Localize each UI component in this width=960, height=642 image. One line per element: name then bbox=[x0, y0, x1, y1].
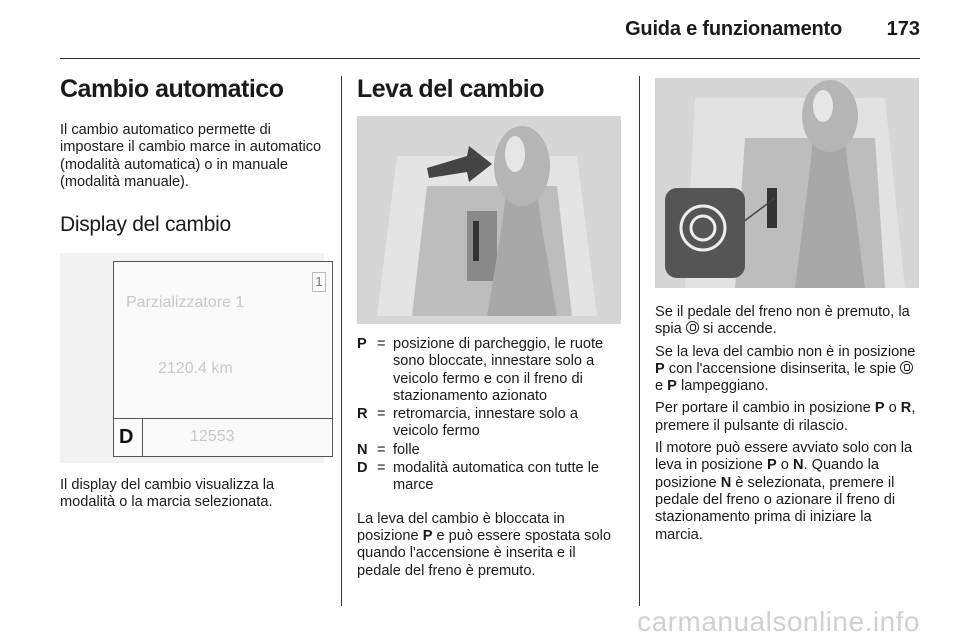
section-heading-lever: Leva del cambio bbox=[357, 75, 545, 103]
warning-paragraph-1 bbox=[655, 304, 921, 339]
gear-display bbox=[113, 261, 333, 457]
definition-value: modalità automatica con tutte le marce bbox=[393, 460, 600, 494]
text-span: La leva del cambio è bloccata in posizione bbox=[357, 510, 565, 544]
column-1 bbox=[60, 70, 326, 512]
gear-letter: P bbox=[422, 527, 433, 544]
display-odometer: 12553 bbox=[190, 428, 235, 446]
column-3 bbox=[655, 70, 921, 544]
display-vertical-separator bbox=[142, 419, 143, 456]
text-span: lampeggiano. bbox=[676, 378, 769, 395]
subsection-heading: Display del cambio bbox=[60, 213, 231, 237]
definition-key: R bbox=[357, 406, 368, 423]
header-rule bbox=[60, 58, 920, 59]
text-span: e può essere spostata solo quando l'accensione è inserita e il pedale del freno è premuto. bbox=[357, 527, 611, 579]
definition-row bbox=[357, 336, 623, 405]
definition-eq: = bbox=[377, 336, 386, 352]
brake-pedal-warning-icon bbox=[900, 361, 913, 374]
gear-lever-illustration bbox=[357, 116, 621, 324]
display-distance: 2120.4 km bbox=[158, 360, 233, 378]
gear-letter: N bbox=[792, 457, 804, 474]
column-divider-right bbox=[639, 76, 640, 606]
release-paragraph bbox=[655, 400, 921, 435]
warning-paragraph-2 bbox=[655, 344, 921, 396]
text-span: Se la leva del cambio non è in posizione bbox=[655, 343, 916, 360]
text-span: . Quando la posizione bbox=[655, 457, 879, 491]
definition-key: D bbox=[357, 460, 368, 477]
gear-letter: P bbox=[667, 378, 677, 395]
brake-warning-illustration bbox=[655, 78, 919, 288]
text-span: , premere il pulsante di rilascio. bbox=[655, 400, 916, 434]
definition-eq: = bbox=[377, 460, 386, 477]
definition-key: P bbox=[357, 336, 367, 352]
brake-warning-photo bbox=[655, 78, 919, 288]
engine-start-paragraph bbox=[655, 440, 921, 544]
definition-row bbox=[357, 460, 623, 495]
column-2 bbox=[357, 70, 623, 580]
section-heading: Cambio automatico bbox=[60, 75, 284, 103]
page-indicator: 1 bbox=[312, 272, 326, 292]
definition-value: folle bbox=[393, 441, 420, 458]
gear-letter: N bbox=[720, 474, 732, 491]
text-span: è selezionata, premere il pedale del freno o azionare il freno di stazionamento prima di iniziare la marcia. bbox=[655, 474, 896, 543]
gear-lever-photo bbox=[357, 116, 621, 324]
definition-eq: = bbox=[377, 406, 386, 423]
text-span: si accende. bbox=[698, 321, 777, 338]
gear-letter: P bbox=[766, 457, 777, 474]
page-number: 173 bbox=[886, 18, 920, 40]
brake-pedal-warning-icon bbox=[686, 321, 699, 334]
text-span: o bbox=[884, 400, 901, 417]
header-title: Guida e funzionamento bbox=[625, 18, 842, 40]
gear-positions-list bbox=[357, 336, 623, 495]
text-span: Se il pedale del freno non è premuto, la spia bbox=[655, 304, 910, 338]
display-separator bbox=[114, 418, 332, 419]
gear-letter: P bbox=[874, 400, 885, 417]
display-mode-text: Parzializzatore 1 bbox=[126, 294, 245, 312]
text-span: Il motore può essere avviato solo con la leva in posizione bbox=[655, 440, 913, 474]
definition-key: N bbox=[357, 441, 368, 458]
gear-letter: R bbox=[900, 400, 912, 417]
gear-display-figure bbox=[60, 253, 324, 463]
definition-eq: = bbox=[377, 441, 386, 458]
definition-row bbox=[357, 406, 623, 441]
text-span: o bbox=[776, 457, 793, 474]
definition-value: retromarcia, innestare solo a veicolo fermo bbox=[393, 406, 578, 440]
text-span: Per portare il cambio in posizione bbox=[655, 400, 875, 417]
page-header bbox=[60, 0, 920, 60]
lever-paragraph bbox=[357, 511, 623, 580]
display-gear: D bbox=[119, 426, 134, 449]
definition-row bbox=[357, 442, 623, 459]
text-span: e bbox=[655, 378, 668, 395]
column-divider-left bbox=[341, 76, 342, 606]
definition-value: posizione di parcheggio, le ruote sono bloccate, innestare solo a veicolo fermo e con il freno di stazionamento azionato bbox=[393, 336, 604, 404]
display-caption: Il display del cambio visualizza la modalità o la marcia selezionata. bbox=[60, 477, 275, 511]
watermark: carmanualsonline.info bbox=[637, 606, 920, 637]
text-span: con l'accensione disinserita, le spie bbox=[664, 360, 901, 377]
gear-letter: P bbox=[655, 360, 665, 377]
intro-paragraph: Il cambio automatico permette di impostare il cambio marce in automatico (modalità automatica) o in manuale (modalità manuale). bbox=[60, 122, 322, 190]
